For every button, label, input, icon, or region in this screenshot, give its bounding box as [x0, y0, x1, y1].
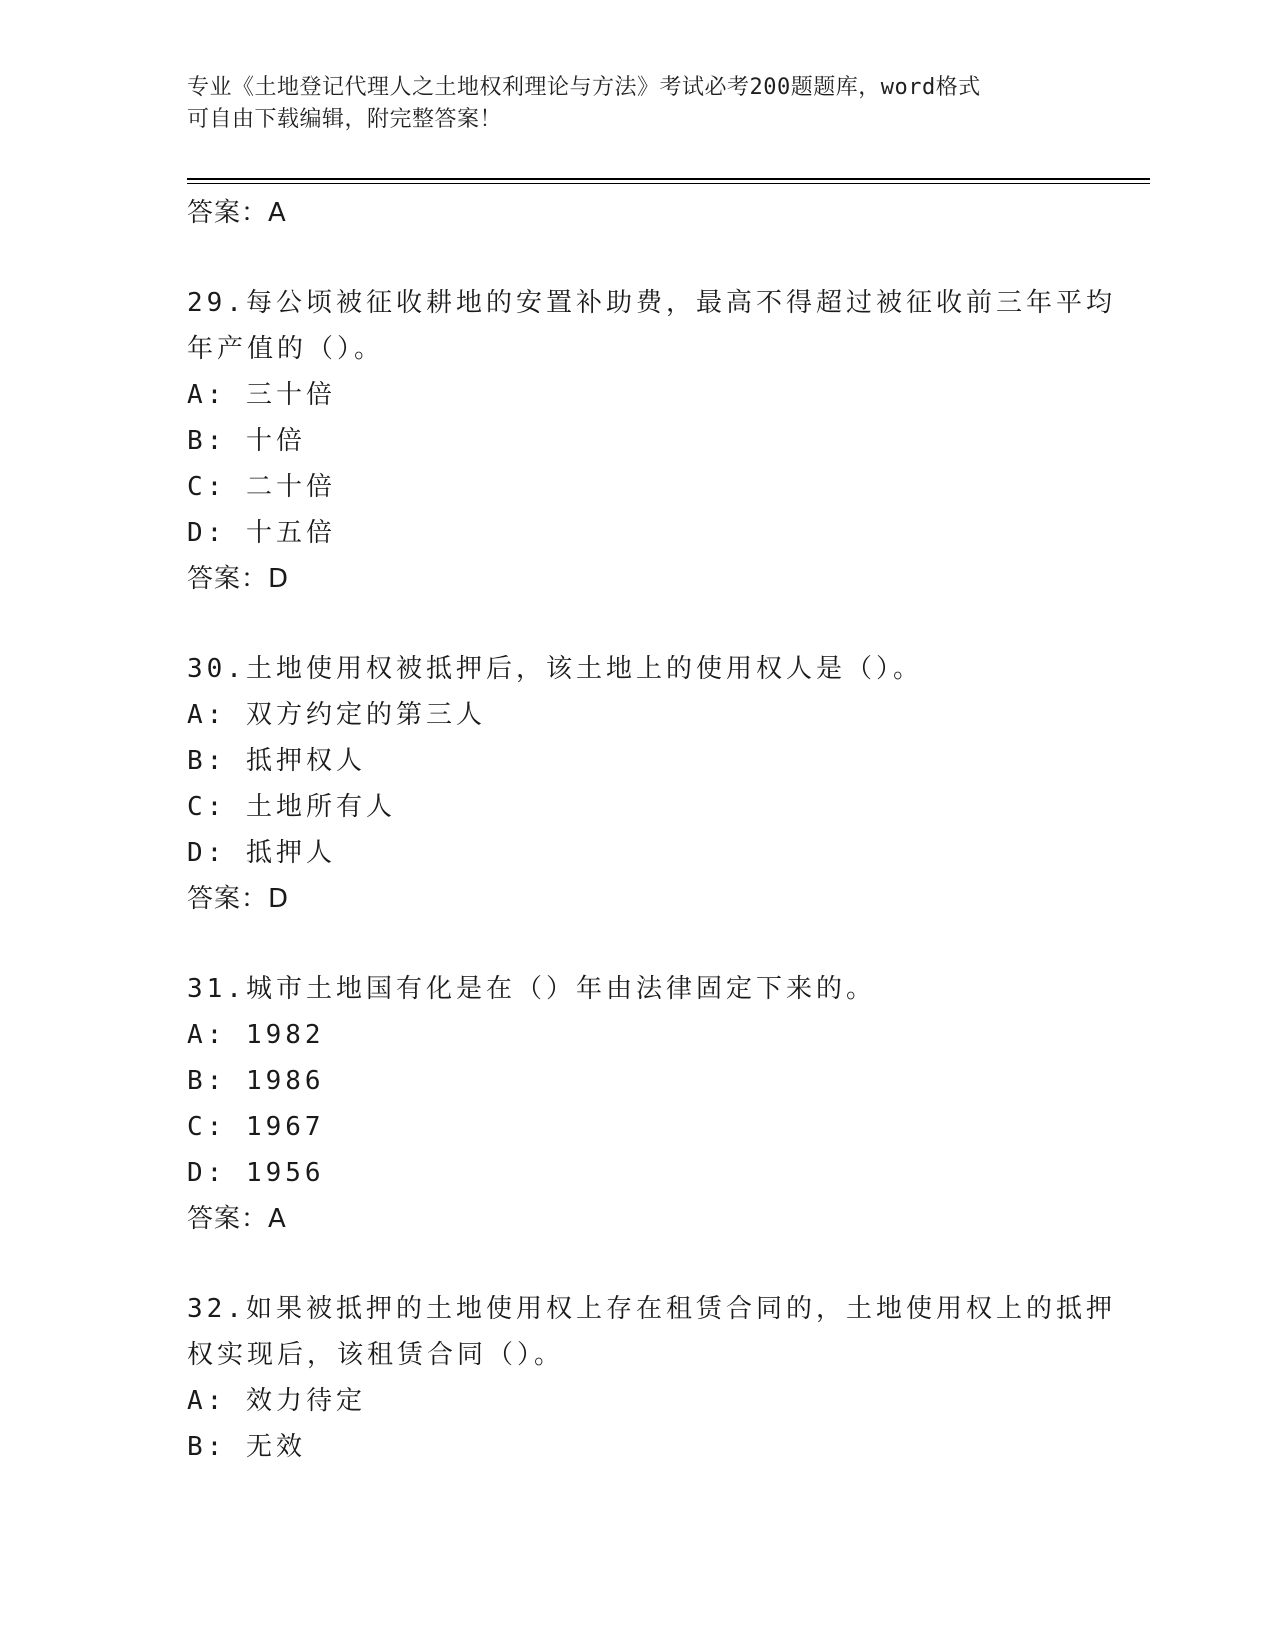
question-32: [187, 1286, 1116, 1470]
answer-30: 答案：D: [187, 884, 290, 914]
question-text-cont: 权实现后，该租赁合同（）。: [187, 1340, 565, 1370]
option-b: B: 1986: [187, 1066, 325, 1096]
question-text: 32.如果被抵押的土地使用权上存在租赁合同的，土地使用权上的抵押: [187, 1294, 1116, 1324]
question-list: [187, 190, 1116, 1470]
header-line-1: 专业《土地登记代理人之土地权利理论与方法》考试必考200题题库，word格式: [187, 75, 981, 100]
spacer: [187, 236, 1087, 280]
document-header: [187, 72, 1067, 136]
option-a: A: 效力待定: [187, 1386, 366, 1416]
header-divider-thick: [187, 178, 1150, 180]
question-text: 31.城市土地国有化是在（）年由法律固定下来的。: [187, 974, 876, 1004]
answer-28: 答案：A: [187, 198, 287, 228]
question-30: [187, 646, 1087, 922]
question-text-cont: 年产值的（）。: [187, 334, 385, 364]
option-d: D: 抵押人: [187, 838, 336, 868]
option-b: B: 抵押权人: [187, 746, 366, 776]
question-text: 30.土地使用权被抵押后，该土地上的使用权人是（）。: [187, 654, 923, 684]
option-c: C: 土地所有人: [187, 792, 396, 822]
answer-31: 答案：A: [187, 1204, 287, 1234]
header-divider-thin: [187, 183, 1150, 184]
option-b: B: 十倍: [187, 426, 306, 456]
option-c: C: 1967: [187, 1112, 325, 1142]
header-line-2: 可自由下载编辑，附完整答案！: [187, 107, 503, 132]
spacer: [187, 602, 1087, 646]
question-31: [187, 966, 1087, 1242]
question-text: 29.每公顷被征收耕地的安置补助费，最高不得超过被征收前三年平均: [187, 288, 1116, 318]
option-a: A: 1982: [187, 1020, 325, 1050]
option-c: C: 二十倍: [187, 472, 336, 502]
option-a: A: 三十倍: [187, 380, 336, 410]
option-b: B: 无效: [187, 1432, 306, 1462]
spacer: [187, 1242, 1087, 1286]
answer-29: 答案：D: [187, 564, 290, 594]
spacer: [187, 922, 1087, 966]
option-a: A: 双方约定的第三人: [187, 700, 486, 730]
option-d: D: 十五倍: [187, 518, 336, 548]
question-29: [187, 280, 1116, 602]
option-d: D: 1956: [187, 1158, 325, 1188]
